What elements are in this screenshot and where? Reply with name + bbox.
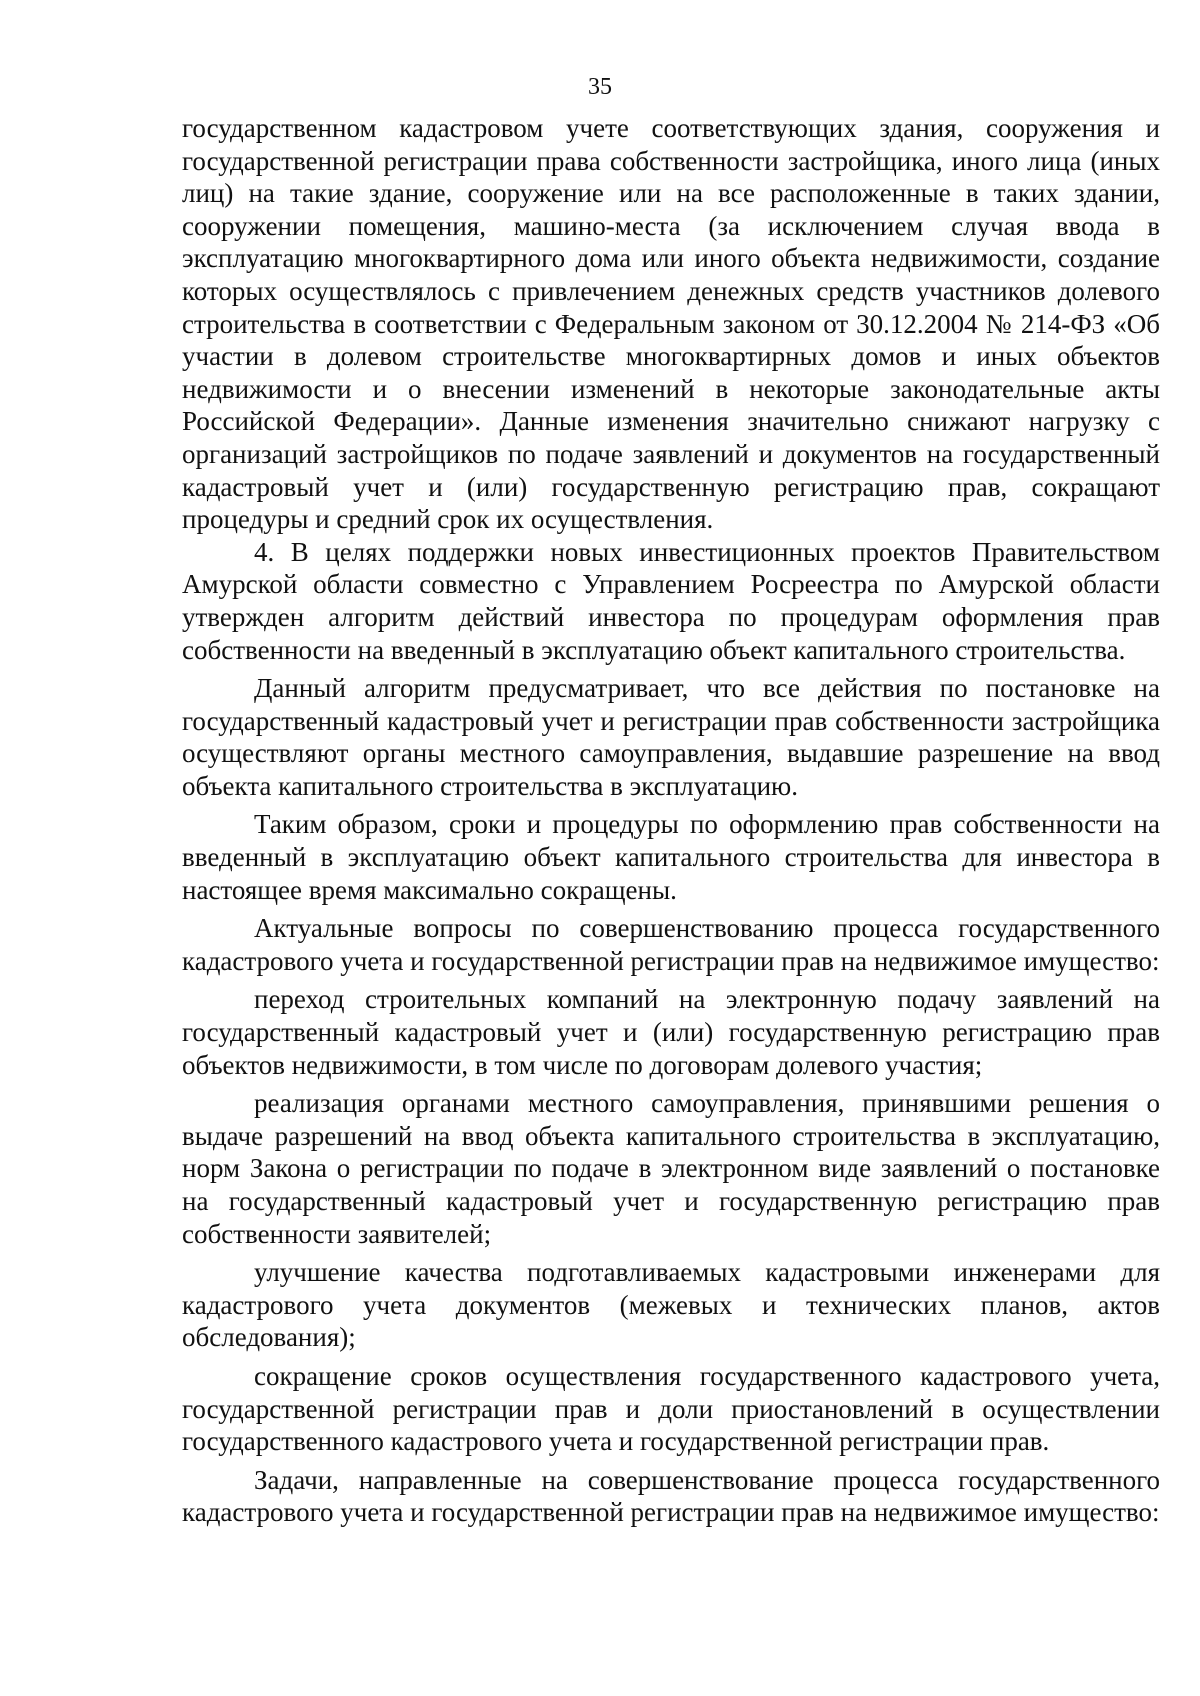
paragraph-item-4: 4. В целях поддержки новых инвестиционных проектов Правительством Амурской области совместно с Управлением Росреестра по Амурской области утвержден алгоритм действий инвестора по процедурам оформления прав собственности на введенный в эксплуатацию объект капитального строительства. <box>182 536 1160 665</box>
paragraph-continuation: государственном кадастровом учете соответствующих здания, сооружения и государственной регистрации права собственности застройщика, иного лица (иных лиц) на такие здание, сооружение или на все расположенные в таких здании, сооружении помещения, машино-места (за исключением случая ввода в эксплуатацию многоквартирного дома или иного объекта недвижимости, создание которых осуществлялось с привлечением денежных средств участников долевого строительства в соответствии с Федеральным законом от 30.12.2004 № 214-ФЗ «Об участии в долевом строительстве многоквартирных домов и иных объектов недвижимости и о внесении изменений в некоторые законодательные акты Российской Федерации». Данные изменения значительно снижают нагрузку с организаций застройщиков по подаче заявлений и документов на государственный кадастровый учет и (или) государственную регистрацию прав, сокращают процедуры и средний срок их осуществления. <box>182 113 1160 535</box>
list-item-quality: улучшение качества подготавливаемых кадастровыми инженерами для кадастрового учета документов (межевых и технических планов, актов обследования); <box>182 1257 1160 1353</box>
paragraph-tasks: Задачи, направленные на совершенствование процесса государственного кадастрового учета и государственной регистрации прав на недвижимое имущество: <box>182 1464 1160 1528</box>
list-item-terms-reduction: сокращение сроков осуществления государственного кадастрового учета, государственной регистрации прав и доли приостановлений в осуществлении государственного кадастрового учета и государственной регистрации прав. <box>182 1360 1160 1457</box>
list-item-local-government: реализация органами местного самоуправления, принявшими решения о выдаче разрешений на ввод объекта капитального строительства в эксплуатацию, норм Закона о регистрации по подаче в электронном виде заявлений о постановке на государственный кадастровый учет и государственную регистрацию прав собственности заявителей; <box>182 1088 1160 1249</box>
page-number: 35 <box>588 74 612 100</box>
paragraph-algorithm: Данный алгоритм предусматривает, что все действия по постановке на государственный кадастровый учет и регистрации прав собственности застройщика осуществляют органы местного самоуправления, выдавшие разрешение на ввод объекта капитального строительства в эксплуатацию. <box>182 673 1160 801</box>
body-text <box>182 112 1160 1529</box>
paragraph-summary: Таким образом, сроки и процедуры по оформлению прав собственности на введенный в эксплуатацию объект капитального строительства для инвестора в настоящее время максимально сокращены. <box>182 809 1160 905</box>
list-item-electronic-filing: переход строительных компаний на электронную подачу заявлений на государственный кадастровый учет и (или) государственную регистрацию прав объектов недвижимости, в том числе по договорам долевого участия; <box>182 984 1160 1080</box>
paragraph-current-issues: Актуальные вопросы по совершенствованию процесса государственного кадастрового учета и государственной регистрации прав на недвижимое имущество: <box>182 913 1160 976</box>
